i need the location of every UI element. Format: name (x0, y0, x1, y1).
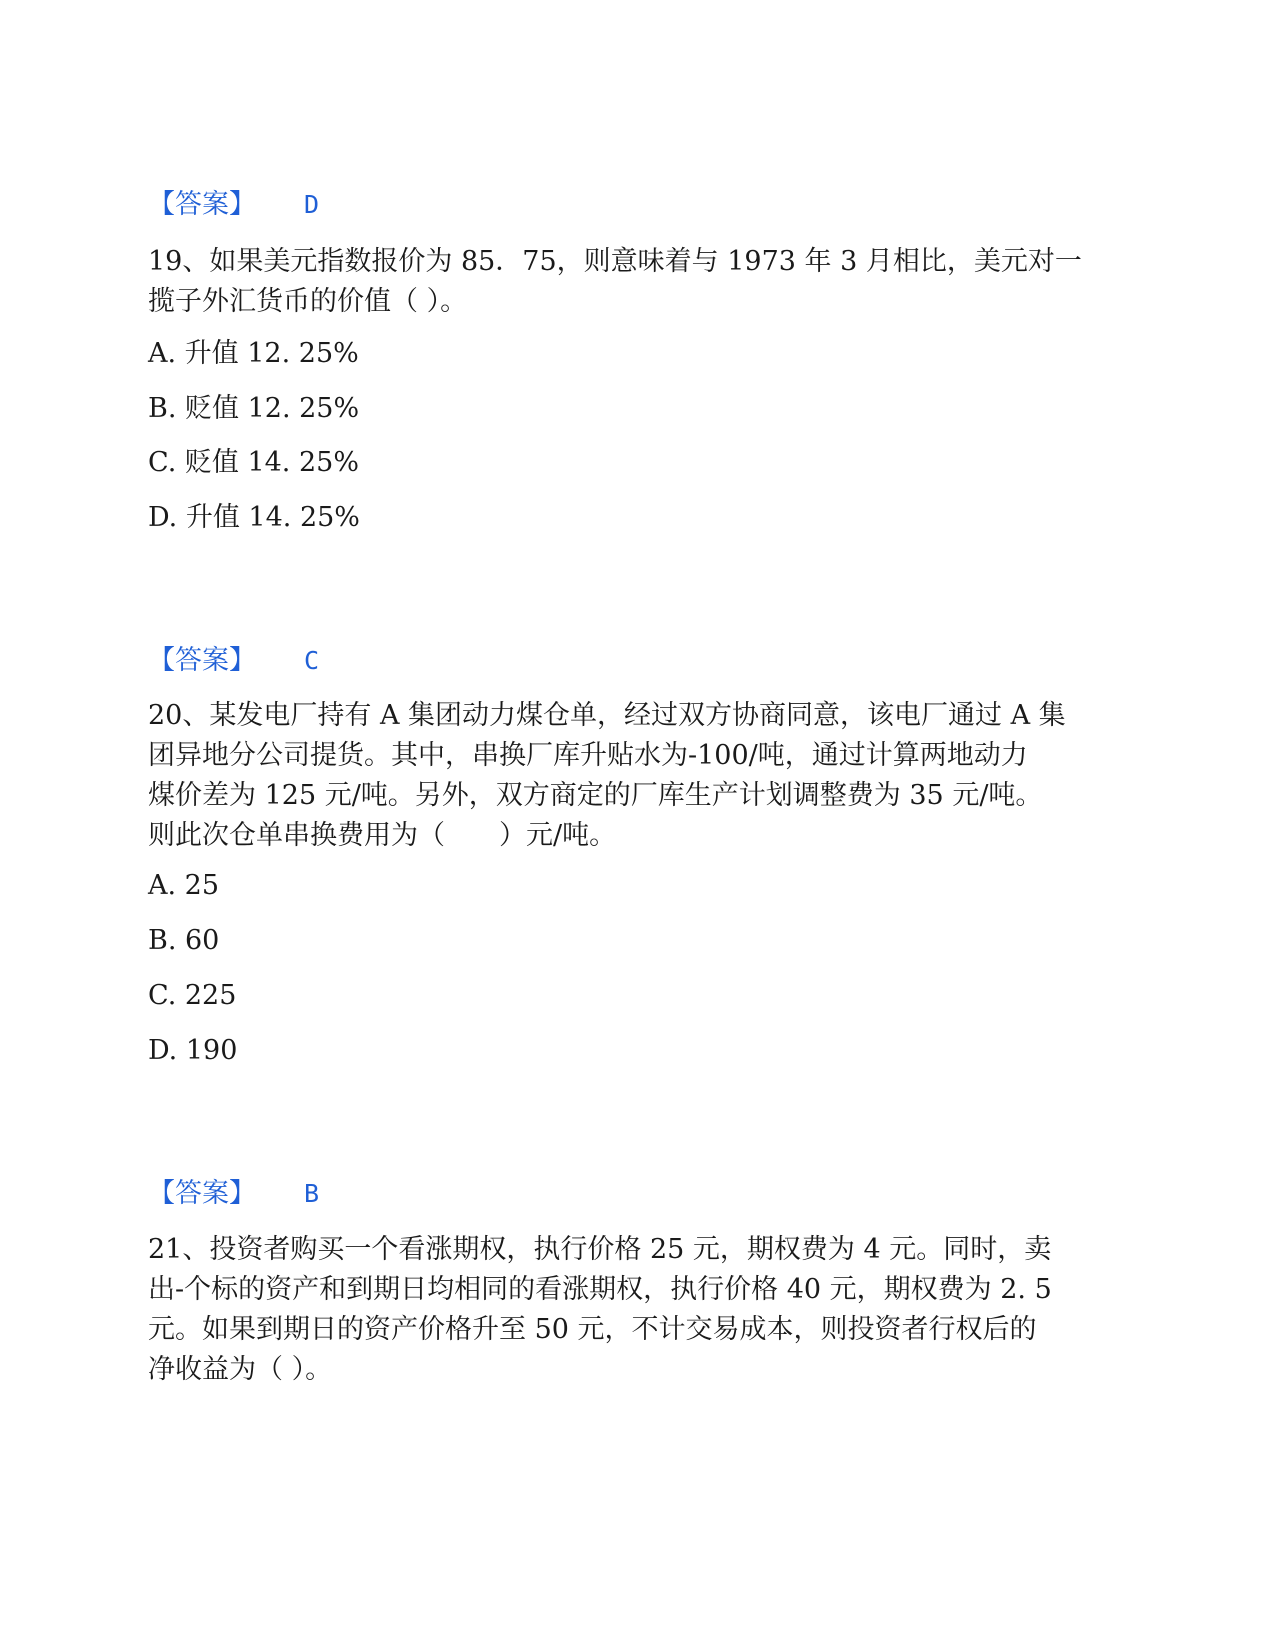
question-21 (148, 1230, 1128, 1390)
question-line: 19、如果美元指数报价为 85．75，则意味着与 1973 年 3 月相比，美元对一 (148, 246, 1082, 277)
question-line: 20、某发电厂持有 A 集团动力煤仓单，经过双方协商同意，该电厂通过 A 集 (148, 700, 1066, 731)
question-line: 元。如果到期日的资产价格升至 50 元，不计交易成本，则投资者行权后的 (148, 1314, 1037, 1345)
answer-label: 【答案】 (148, 189, 256, 220)
option-c: C. 225 (148, 980, 237, 1011)
question-line: 煤价差为 125 元/吨。另外，双方商定的厂库生产计划调整费为 35 元/吨。 (148, 780, 1043, 811)
option-d: D. 190 (148, 1035, 238, 1066)
option-d: D. 升值 14. 25% (148, 502, 360, 533)
option-b: B. 60 (148, 925, 220, 956)
question-line: 则此次仓单串换费用为（ ）元/吨。 (148, 820, 617, 851)
answer-line-1 (148, 188, 319, 222)
option-b: B. 贬值 12. 25% (148, 393, 360, 424)
question-20 (148, 696, 1128, 856)
answer-label: 【答案】 (148, 645, 256, 676)
question-line: 团异地分公司提货。其中，串换厂库升贴水为-100/吨，通过计算两地动力 (148, 740, 1028, 771)
answer-value: D (304, 190, 320, 219)
answer-value: B (304, 1179, 320, 1208)
question-line: 揽子外汇货币的价值（ ）。 (148, 286, 468, 317)
answer-line-3 (148, 1177, 319, 1211)
option-a: A. 25 (148, 870, 220, 901)
option-a: A. 升值 12. 25% (148, 338, 359, 369)
question-line: 21、投资者购买一个看涨期权，执行价格 25 元，期权费为 4 元。同时，卖 (148, 1234, 1052, 1265)
question-line: 出-个标的资产和到期日均相同的看涨期权，执行价格 40 元，期权费为 2. 5 (148, 1274, 1052, 1305)
answer-line-2 (148, 644, 319, 678)
option-c: C. 贬值 14. 25% (148, 447, 359, 478)
answer-label: 【答案】 (148, 1178, 256, 1209)
answer-value: C (304, 646, 320, 675)
question-line: 净收益为（ ）。 (148, 1354, 333, 1385)
question-19 (148, 242, 1128, 322)
